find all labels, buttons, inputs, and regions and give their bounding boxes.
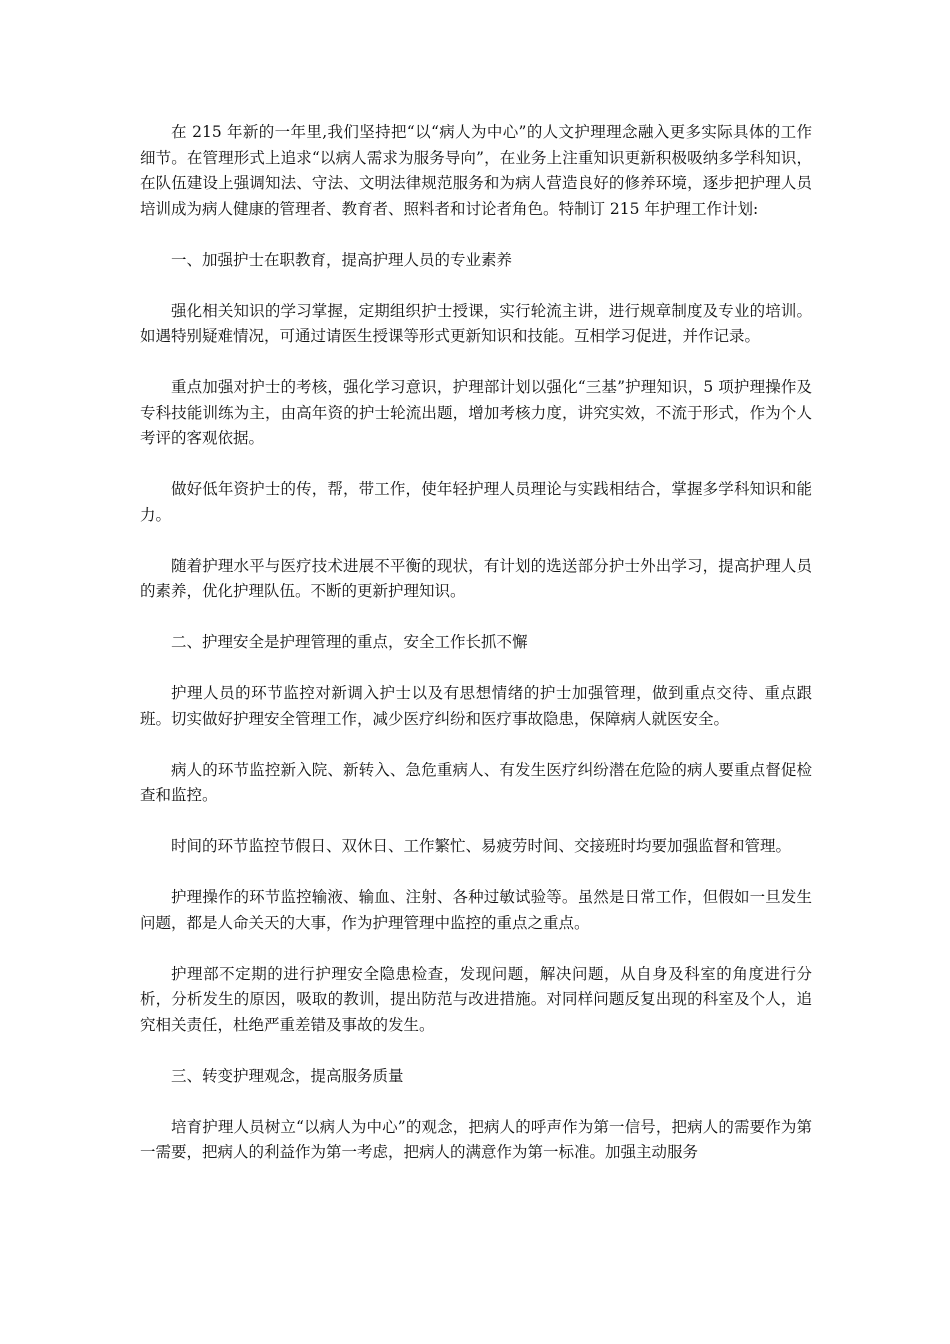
section-1-paragraph-4: 随着护理水平与医疗技术进展不平衡的现状，有计划的选送部分护士外出学习，提高护理人员的素养，优化护理队伍。不断的更新护理知识。	[140, 556, 812, 600]
section-1-heading: 一、加强护士在职教育，提高护理人员的专业素养	[171, 250, 513, 269]
section-2-heading: 二、护理安全是护理管理的重点，安全工作长抓不懈	[171, 633, 528, 651]
section-2-paragraph-3: 时间的环节监控节假日、双休日、工作繁忙、易疲劳时间、交接班时均要加强监督和管理。	[171, 837, 792, 855]
section-2-paragraph-5: 护理部不定期的进行护理安全隐患检查，发现问题，解决问题，从自身及科室的角度进行分析，分析发生的原因，吸取的教训，提出防范与改进措施。对同样问题反复出现的科室及个人，追究相关责任，杜绝严重差错及事故的发生。	[140, 964, 812, 1034]
section-2-paragraph-1: 护理人员的环节监控对新调入护士以及有思想情绪的护士加强管理，做到重点交待、重点跟班。切实做好护理安全管理工作，减少医疗纠纷和医疗事故隐患，保障病人就医安全。	[140, 684, 812, 728]
section-2-paragraph-4: 护理操作的环节监控输液、输血、注射、各种过敏试验等。虽然是日常工作，但假如一旦发生问题，都是人命关天的大事，作为护理管理中监控的重点之重点。	[140, 888, 812, 932]
section-1-paragraph-2: 重点加强对护士的考核，强化学习意识，护理部计划以强化“三基”护理知识，5 项护理操作及专科技能训练为主，由高年资的护士轮流出题，增加考核力度，讲究实效，不流于形式，作为个人考评的客观依据。	[140, 378, 812, 447]
section-1-paragraph-3: 做好低年资护士的传，帮，带工作，使年轻护理人员理论与实践相结合，掌握多学科知识和能力。	[140, 480, 812, 524]
intro-paragraph: 在 215 年新的一年里,我们坚持把“以“病人为中心”的人文护理理念融入更多实际具体的工作细节。在管理形式上追求“以病人需求为服务导向”，在业务上注重知识更新积极吸纳多学科知识，在队伍建设上强调知法、守法、文明法律规范服务和为病人营造良好的修养环境，逐步把护理人员培训成为病人健康的管理者、教育者、照料者和讨论者角色。特制订 215 年护理工作计划:	[140, 123, 813, 218]
document-page	[140, 120, 812, 1191]
section-1-paragraph-1: 强化相关知识的学习掌握，定期组织护士授课，实行轮流主讲，进行规章制度及专业的培训。如遇特别疑难情况，可通过请医生授课等形式更新知识和技能。互相学习促进，并作记录。	[140, 301, 812, 345]
section-2-paragraph-2: 病人的环节监控新入院、新转入、急危重病人、有发生医疗纠纷潜在危险的病人要重点督促检查和监控。	[140, 760, 812, 804]
section-3-paragraph-1: 培育护理人员树立“以病人为中心”的观念，把病人的呼声作为第一信号，把病人的需要作为第一需要，把病人的利益作为第一考虑，把病人的满意作为第一标准。加强主动服务	[140, 1117, 812, 1161]
section-3-heading: 三、转变护理观念，提高服务质量	[171, 1066, 404, 1085]
